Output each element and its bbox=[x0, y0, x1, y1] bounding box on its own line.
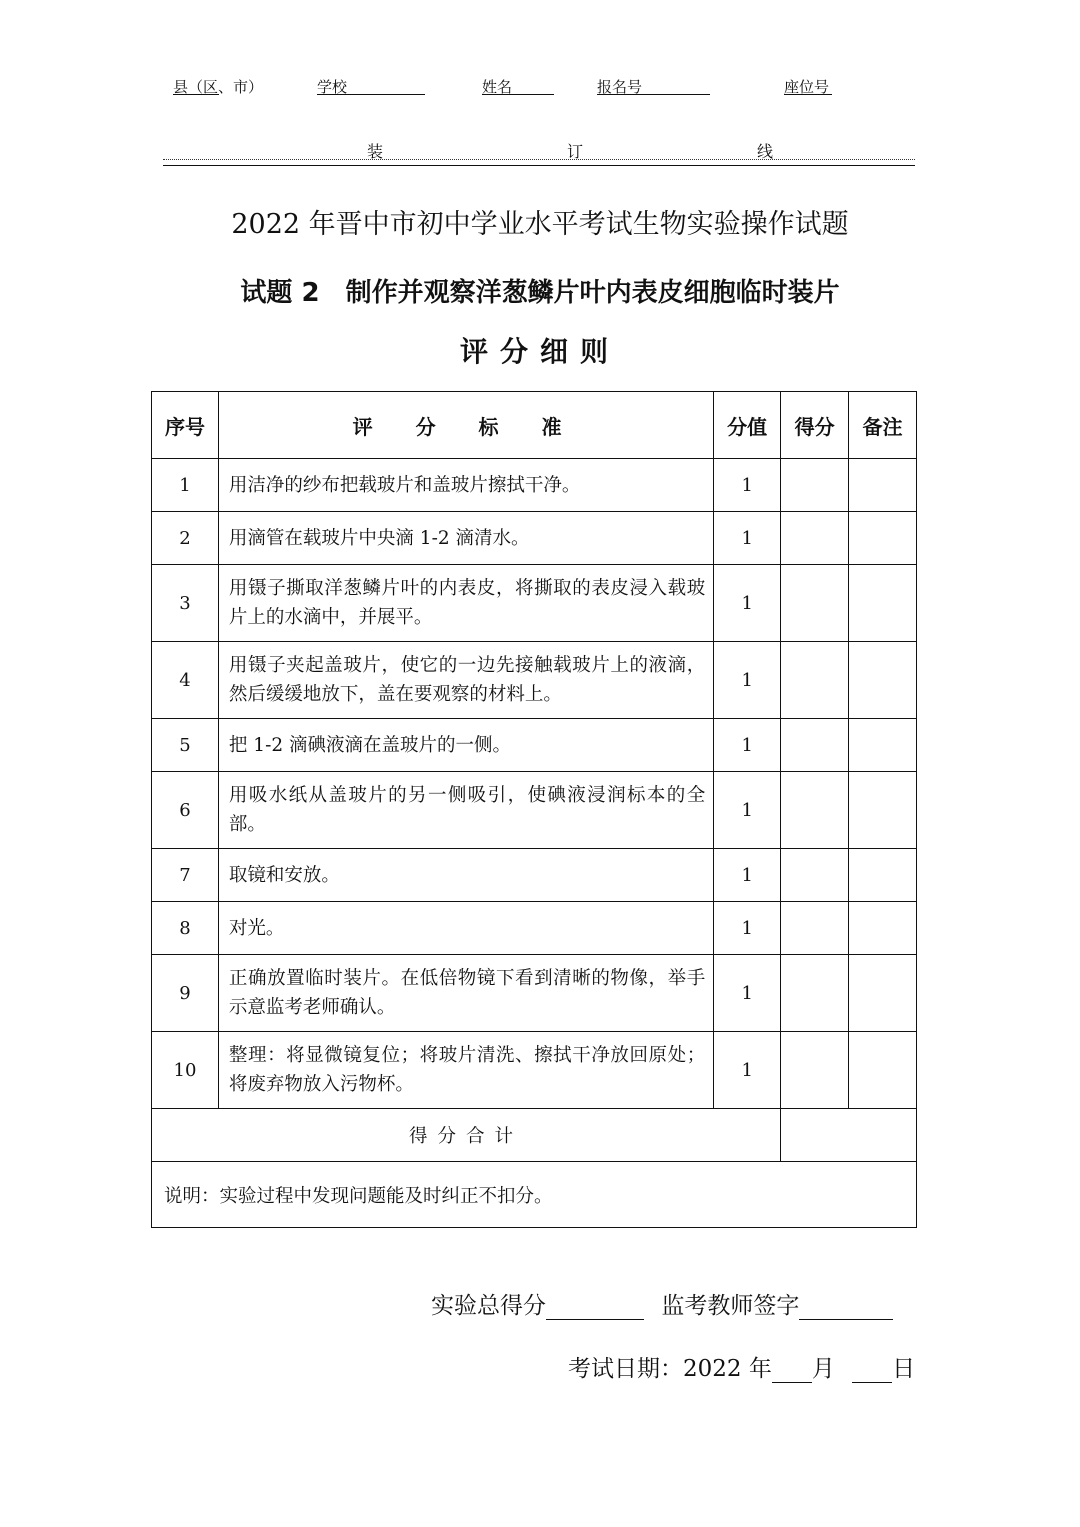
table-row bbox=[152, 1032, 917, 1109]
county-label: 县（区、市） bbox=[173, 78, 264, 96]
row-remarks-cell[interactable] bbox=[849, 955, 917, 1032]
row-criterion: 用镊子撕取洋葱鳞片叶的内表皮，将撕取的表皮浸入载玻片上的水滴中，并展平。 bbox=[218, 565, 713, 642]
row-score-cell[interactable] bbox=[781, 459, 849, 512]
name-label: 姓名 bbox=[482, 78, 513, 96]
day-blank[interactable] bbox=[852, 1360, 892, 1383]
row-remarks-cell[interactable] bbox=[849, 642, 917, 719]
row-number: 2 bbox=[152, 512, 219, 565]
row-remarks-cell[interactable] bbox=[849, 719, 917, 772]
date-label: 考试日期：2022 年 bbox=[568, 1356, 772, 1382]
reg-blank[interactable] bbox=[597, 76, 710, 95]
row-number: 3 bbox=[152, 565, 219, 642]
row-points: 1 bbox=[714, 642, 781, 719]
row-points: 1 bbox=[714, 955, 781, 1032]
row-remarks-cell[interactable] bbox=[849, 902, 917, 955]
row-points: 1 bbox=[714, 849, 781, 902]
row-score-cell[interactable] bbox=[781, 512, 849, 565]
seat-blank[interactable] bbox=[784, 76, 832, 95]
note-row bbox=[152, 1162, 917, 1228]
row-score-cell[interactable] bbox=[781, 642, 849, 719]
row-points: 1 bbox=[714, 1032, 781, 1109]
row-number: 5 bbox=[152, 719, 219, 772]
row-score-cell[interactable] bbox=[781, 772, 849, 849]
row-criterion: 用吸水纸从盖玻片的另一侧吸引，使碘液浸润标本的全部。 bbox=[218, 772, 713, 849]
row-score-cell[interactable] bbox=[781, 1032, 849, 1109]
table-row bbox=[152, 955, 917, 1032]
row-number: 9 bbox=[152, 955, 219, 1032]
total-score-cell[interactable] bbox=[781, 1109, 917, 1162]
note-text: 说明：实验过程中发现问题能及时纠正不扣分。 bbox=[152, 1162, 917, 1228]
reg-label: 报名号 bbox=[597, 78, 643, 96]
row-remarks-cell[interactable] bbox=[849, 565, 917, 642]
binding-char-1: 装 bbox=[367, 142, 384, 161]
row-remarks-cell[interactable] bbox=[849, 772, 917, 849]
row-remarks-cell[interactable] bbox=[849, 512, 917, 565]
table-row bbox=[152, 849, 917, 902]
binding-dotted-line bbox=[163, 159, 915, 160]
row-criterion: 用洁净的纱布把载玻片和盖玻片擦拭干净。 bbox=[218, 459, 713, 512]
row-points: 1 bbox=[714, 565, 781, 642]
row-score-cell[interactable] bbox=[781, 955, 849, 1032]
table-row bbox=[152, 719, 917, 772]
row-points: 1 bbox=[714, 512, 781, 565]
row-number: 10 bbox=[152, 1032, 219, 1109]
row-remarks-cell[interactable] bbox=[849, 849, 917, 902]
total-score-blank[interactable] bbox=[546, 1297, 644, 1320]
table-row bbox=[152, 642, 917, 719]
row-score-cell[interactable] bbox=[781, 565, 849, 642]
signature-line bbox=[431, 1287, 893, 1320]
row-points: 1 bbox=[714, 459, 781, 512]
table-row bbox=[152, 512, 917, 565]
header-points: 分值 bbox=[714, 392, 781, 459]
row-number: 4 bbox=[152, 642, 219, 719]
header-score: 得分 bbox=[781, 392, 849, 459]
day-label: 日 bbox=[892, 1356, 916, 1382]
row-criterion: 用镊子夹起盖玻片，使它的一边先接触载玻片上的液滴，然后缓缓地放下，盖在要观察的材料上。 bbox=[218, 642, 713, 719]
table-row bbox=[152, 772, 917, 849]
row-criterion: 取镜和安放。 bbox=[218, 849, 713, 902]
total-label: 得分合计 bbox=[152, 1109, 781, 1162]
scoring-table bbox=[151, 391, 917, 1228]
exam-date-line bbox=[568, 1350, 915, 1383]
table-row bbox=[152, 902, 917, 955]
row-remarks-cell[interactable] bbox=[849, 459, 917, 512]
row-criterion: 正确放置临时装片。在低倍物镜下看到清晰的物像，举手示意监考老师确认。 bbox=[218, 955, 713, 1032]
row-criterion: 整理：将显微镜复位；将玻片清洗、擦拭干净放回原处；将废弃物放入污物杯。 bbox=[218, 1032, 713, 1109]
row-number: 6 bbox=[152, 772, 219, 849]
table-header-row bbox=[152, 392, 917, 459]
table-row bbox=[152, 459, 917, 512]
candidate-info-line bbox=[0, 76, 1080, 100]
row-criterion: 对光。 bbox=[218, 902, 713, 955]
row-criterion: 把 1-2 滴碘液滴在盖玻片的一侧。 bbox=[218, 719, 713, 772]
school-label: 学校 bbox=[317, 78, 348, 96]
rules-title: 评分细则 bbox=[459, 335, 620, 368]
row-remarks-cell[interactable] bbox=[849, 1032, 917, 1109]
row-points: 1 bbox=[714, 719, 781, 772]
binding-char-3: 线 bbox=[757, 142, 774, 161]
row-score-cell[interactable] bbox=[781, 849, 849, 902]
table-row bbox=[152, 565, 917, 642]
month-label: 月 bbox=[811, 1356, 835, 1382]
signature-label: 监考教师签字 bbox=[661, 1293, 800, 1319]
header-remarks: 备注 bbox=[849, 392, 917, 459]
signature-blank[interactable] bbox=[799, 1297, 893, 1320]
row-number: 1 bbox=[152, 459, 219, 512]
binding-char-2: 订 bbox=[567, 142, 584, 161]
binding-solid-line bbox=[163, 165, 915, 166]
seat-label: 座位号 bbox=[784, 78, 830, 96]
total-score-label: 实验总得分 bbox=[431, 1293, 546, 1319]
name-blank[interactable] bbox=[482, 76, 554, 95]
header-number: 序号 bbox=[152, 392, 219, 459]
total-row bbox=[152, 1109, 917, 1162]
question-title: 试题 2 制作并观察洋葱鳞片叶内表皮细胞临时装片 bbox=[240, 278, 840, 308]
month-blank[interactable] bbox=[772, 1360, 812, 1383]
row-score-cell[interactable] bbox=[781, 902, 849, 955]
row-points: 1 bbox=[714, 772, 781, 849]
header-criteria: 评 分 标 准 bbox=[218, 392, 713, 459]
row-number: 7 bbox=[152, 849, 219, 902]
row-points: 1 bbox=[714, 902, 781, 955]
row-score-cell[interactable] bbox=[781, 719, 849, 772]
row-criterion: 用滴管在载玻片中央滴 1-2 滴清水。 bbox=[218, 512, 713, 565]
row-number: 8 bbox=[152, 902, 219, 955]
exam-title: 2022 年晋中市初中学业水平考试生物实验操作试题 bbox=[231, 209, 849, 240]
